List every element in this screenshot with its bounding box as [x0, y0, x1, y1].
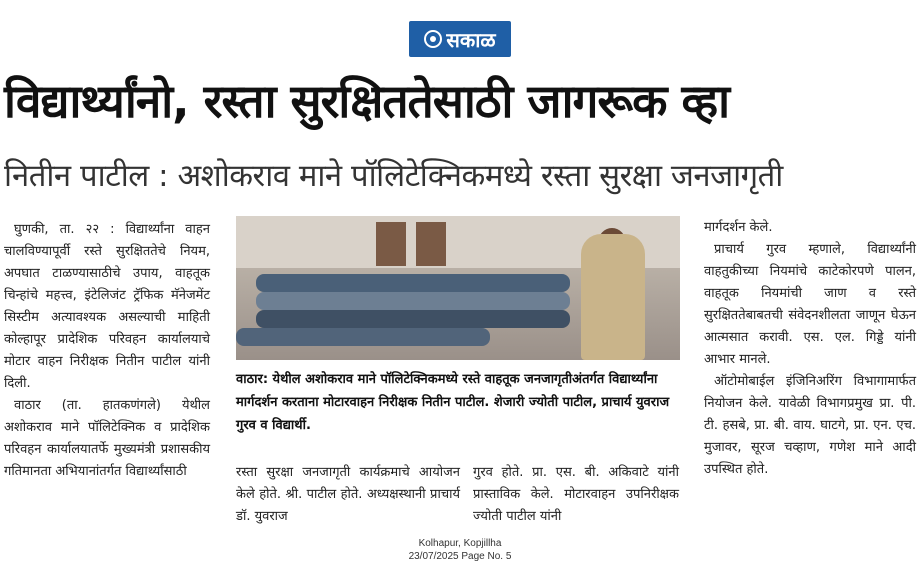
right-paragraph-1: मार्गदर्शन केले.	[704, 220, 773, 235]
footer-edition: Kolhapur, Kopjillha	[418, 538, 502, 549]
masthead-logo	[409, 21, 511, 57]
sakal-logo-icon	[424, 30, 442, 48]
right-paragraph-3: ऑटोमोबाईल इंजिनिअरिंग विभागामार्फत नियोजन केले. यावेळी विभागप्रमुख प्रा. पी. टी. हसबे, प्रा. बी. वाय. घाटगे, प्रा. एन. एच. मुजावर, सूरज चव्हाण, गणेश माने आदी उपस्थित होते.	[704, 374, 916, 477]
masthead-logo-text: सकाळ	[446, 27, 496, 52]
left-paragraph-1: घुणकी, ता. २२ : विद्यार्थ्यांना वाहन चालविण्यापूर्वी रस्ते सुरक्षिततेचे नियम, अपघात टाळण्यासाठीचे उपाय, वाहतूक चिन्हांचे महत्त्व, इंटेलिजंट ट्रॅफिक मॅनेजमेंट सिस्टीम अत्यावश्यक असल्याची माहिती कोल्हापूर प्रादेशिक परिवहन कार्यालयाचे मोटार वाहन निरीक्षक नितीन पाटील यांनी दिली.	[4, 222, 210, 391]
article-subheadline: नितीन पाटील : अशोकराव माने पॉलिटेक्निकमध्ये रस्ता सुरक्षा जनजागृती	[4, 158, 783, 194]
article-left-column	[4, 219, 210, 483]
article-headline: विद्यार्थ्यांनो, रस्ता सुरक्षिततेसाठी जागरूक व्हा	[4, 74, 730, 128]
article-middle-column-a: रस्ता सुरक्षा जनजागृती कार्यक्रमाचे आयोजन केले होते. श्री. पाटील होते. अध्यक्षस्थानी प्राचार्य डॉ. युवराज	[236, 465, 460, 524]
publication-footer	[330, 537, 590, 563]
officer-addressing-students-photo	[236, 216, 680, 360]
right-paragraph-2: प्राचार्य गुरव म्हणाले, विद्यार्थ्यांनी वाहतुकीच्या नियमांचे काटेकोरपणे पालन, वाहतूक नियमांची जाण व रस्ते सुरक्षिततेबाबतची संवेदनशीलता जाणून घेऊन आत्मसात करावी. एस. एल. गिड्डे यांनी आभार मानले.	[704, 242, 916, 367]
footer-date-page: 23/07/2025 Page No. 5	[408, 551, 512, 562]
article-right-column	[704, 217, 916, 481]
article-middle-column-b: गुरव होते. प्रा. एस. बी. अकिवाटे यांनी प्रास्ताविक केले. मोटारवाहन उपनिरीक्षक ज्योती पाटील यांनी	[473, 465, 679, 524]
photo-caption: वाठार: येथील अशोकराव माने पॉलिटेक्निकमध्ये रस्ते वाहतूक जनजागृतीअंतर्गत विद्यार्थ्यांना मार्गदर्शन करताना मोटारवाहन निरीक्षक नितीन पाटील. शेजारी ज्योती पाटील, प्राचार्य युवराज गुरव व विद्यार्थी.	[236, 372, 670, 433]
left-paragraph-2: वाठार (ता. हातकणंगले) येथील अशोकराव माने पॉलिटेक्निक व प्रादेशिक परिवहन कार्यालयातर्फे मुख्यमंत्री प्रशासकीय गतिमानता अभियानांतर्गत विद्यार्थ्यांसाठी	[4, 398, 210, 479]
